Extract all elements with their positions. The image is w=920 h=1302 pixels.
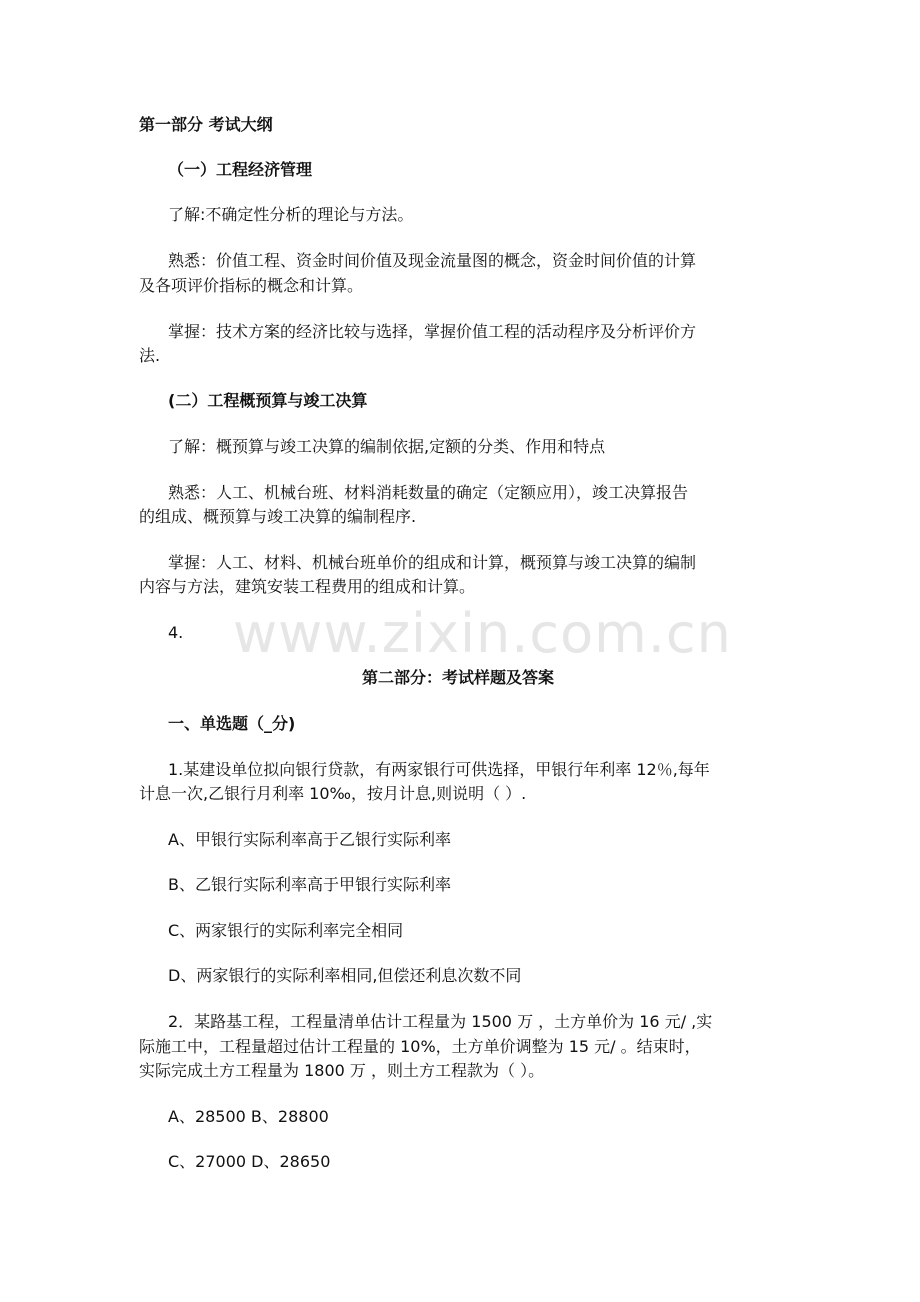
part2-title: 第二部分：考试样题及答案 [362,668,555,687]
q1-option-b: B、乙银行实际利率高于甲银行实际利率 [168,875,451,894]
q2-options-cd: C、27000 D、28650 [168,1152,331,1171]
section2-master-line2: 内容与方法，建筑安装工程费用的组成和计算。 [139,577,476,596]
section1-familiar-line1: 熟悉：价值工程、资金时间价值及现金流量图的概念，资金时间价值的计算 [168,251,697,270]
q1-option-d: D、两家银行的实际利率相同,但偿还利息次数不同 [168,966,522,985]
section1-master-line2: 法. [139,346,161,365]
section2-heading: (二）工程概预算与竣工决算 [168,391,368,410]
q2-options-ab: A、28500 B、28800 [168,1107,329,1126]
section2-familiar-line2: 的组成、概预算与竣工决算的编制程序. [139,507,417,526]
section1-master-line1: 掌握：技术方案的经济比较与选择，掌握价值工程的活动程序及分析评价方 [168,322,697,341]
q1-line2: 计息一次,乙银行月利率 10‰，按月计息,则说明（ ）. [139,784,527,803]
q2-line1: 2．某路基工程，工程量清单估计工程量为 1500 万 ，土方单价为 16 元/ ,实 [168,1012,713,1031]
q1-option-a: A、甲银行实际利率高于乙银行实际利率 [168,830,451,849]
item-4: 4. [168,623,184,642]
q2-line3: 实际完成土方工程量为 1800 万 ，则土方工程款为（ ）。 [139,1061,545,1080]
section2-understand: 了解：概预算与竣工决算的编制依据,定额的分类、作用和特点 [168,437,606,456]
section1-heading: （一）工程经济管理 [168,160,313,179]
q1-option-c: C、两家银行的实际利率完全相同 [168,921,404,940]
q1-line1: 1.某建设单位拟向银行贷款，有两家银行可供选择，甲银行年利率 12％,每年 [168,760,710,779]
section1-understand: 了解:不确定性分析的理论与方法。 [168,205,414,224]
section2-familiar-line1: 熟悉：人工、机械台班、材料消耗数量的确定（定额应用），竣工决算报告 [168,483,689,502]
section2-master-line1: 掌握：人工、材料、机械台班单价的组成和计算，概预算与竣工决算的编制 [168,553,697,572]
single-choice-heading: 一、单选题（_分) [168,714,296,733]
q2-line2: 际施工中，工程量超过估计工程量的 10%，土方单价调整为 15 元/ 。结束时， [139,1037,701,1056]
watermark: www.zixin.com.cn [233,602,732,665]
section1-familiar-line2: 及各项评价指标的概念和计算。 [139,276,364,295]
part1-title: 第一部分 考试大纲 [139,115,273,134]
